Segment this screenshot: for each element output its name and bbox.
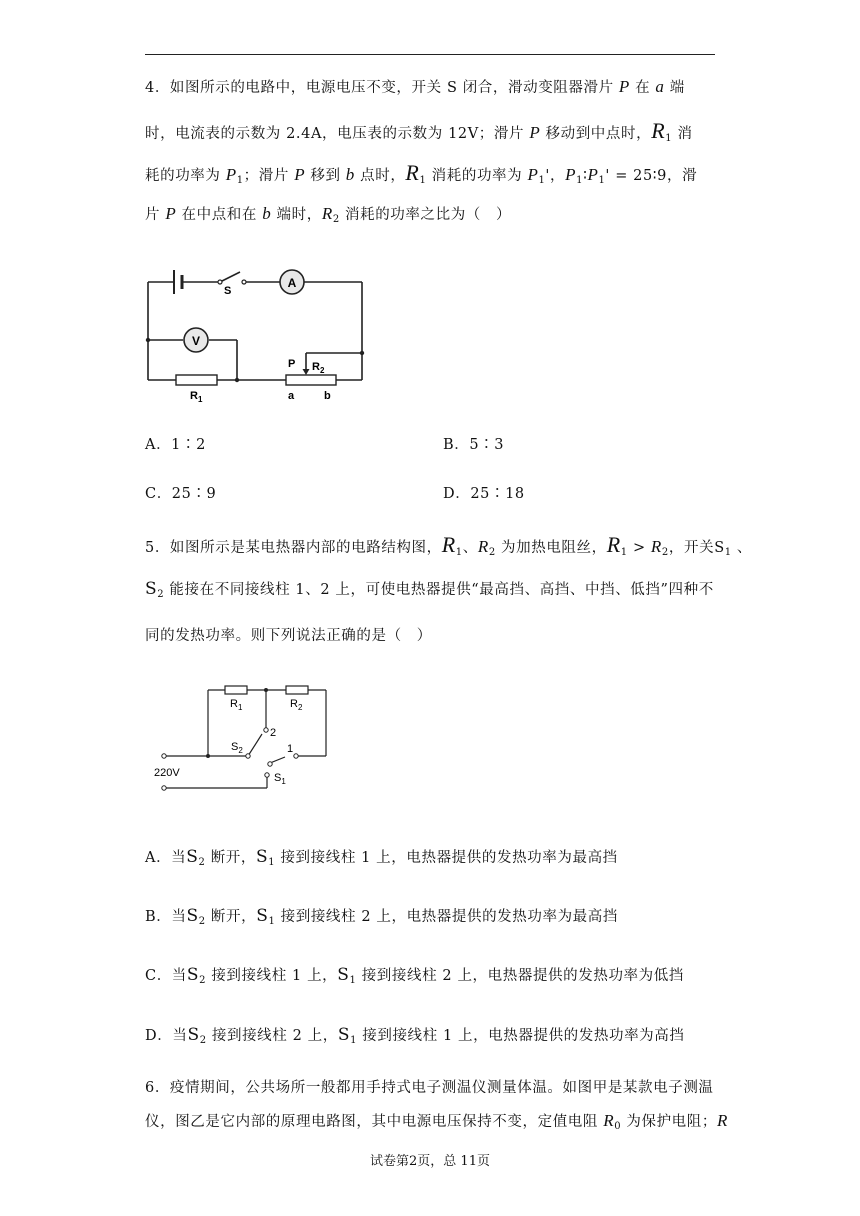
svg-text:S2: $S_2$ [231,741,243,755]
svg-text:a: a [288,390,295,402]
q4-option-d[interactable]: D．25∶18 [443,486,525,502]
svg-text:R2: $R_2$ [312,361,325,375]
q4-line-2: 时，电流表的示数为 2.4A，电压表的示数为 12V；滑片 P 移动到中点时，$R_1$ 消 [145,118,693,144]
q5-option-c[interactable]: C．当$S_2$ 接到接线柱 1 上，$S_1$ 接到接线柱 2 上，电热器提供的发热功率为低挡 [145,965,684,986]
page-footer: 试卷第2页，总 11页 [370,1154,490,1169]
svg-text:1: 1 [287,743,294,755]
q5-line-1: 5．如图所示是某电热器内部的电路结构图，$R_1$、$R_2$ 为加热电阻丝，$R_1 > R_2$，开关$S_1$ 、 [145,532,753,558]
svg-text:220V: 220V [154,767,180,779]
rheostat-r2-icon [286,375,336,385]
q4-circuit-diagram [140,258,380,408]
svg-text:A: A [287,276,297,290]
q5-line-2: $S_2$ 能接在不同接线柱 1、2 上，可使电热器提供“最高挡、高挡、中挡、低挡”四种不 [145,579,714,600]
q4-option-a[interactable]: A．1∶2 [145,437,206,453]
q5-line-3: 同的发热功率。则下列说法正确的是（ ） [145,628,432,644]
q4-line-1: 4．如图所示的电路中，电源电压不变，开关 S 闭合，滑动变阻器滑片 P 在 a 端 [145,77,685,96]
q4-option-c[interactable]: C．25∶9 [145,486,217,502]
svg-text:R2: $R_2$ [290,698,303,712]
q5-option-b[interactable]: B．当$S_2$ 断开，$S_1$ 接到接线柱 2 上，电热器提供的发热功率为最高挡 [145,906,618,927]
q5-option-a[interactable]: A．当$S_2$ 断开，$S_1$ 接到接线柱 1 上，电热器提供的发热功率为最高挡 [145,847,618,868]
q4-option-b[interactable]: B．5∶3 [443,437,505,453]
resistor-r1-icon [176,375,217,385]
q4-line-4: 片 P 在中点和在 b 端时，$R_2$ 消耗的功率之比为（ ） [145,204,512,225]
q6-line-2: 仪，图乙是它内部的原理电路图，其中电源电压保持不变，定值电阻 $R_0$ 为保护电阻；R [145,1111,728,1132]
svg-text:S: S [224,285,232,297]
svg-text:R1: $R_1$ [230,698,243,712]
svg-text:2: 2 [270,727,277,739]
svg-text:P: P [288,358,296,370]
resistor-r2-icon [286,686,308,694]
q4-line-3: 耗的功率为 $P_1$；滑片 P 移到 b 点时，$R_1$ 消耗的功率为 $P_1'$，$P_1∶P_1'$ = 25∶9，滑 [145,160,698,186]
svg-text:R1: $R_1$ [190,390,203,404]
svg-text:V: V [191,334,201,348]
resistor-r1-icon [225,686,247,694]
svg-text:S1: $S_1$ [274,772,286,786]
header-rule [145,54,715,55]
q6-line-1: 6．疫情期间，公共场所一般都用手持式电子测温仪测量体温。如图甲是某款电子测温 [145,1080,714,1096]
svg-text:b: b [324,390,331,402]
q5-circuit-diagram [150,680,350,800]
q5-option-d[interactable]: D．当$S_2$ 接到接线柱 2 上，$S_1$ 接到接线柱 1 上，电热器提供的发热功率为高挡 [145,1025,685,1046]
